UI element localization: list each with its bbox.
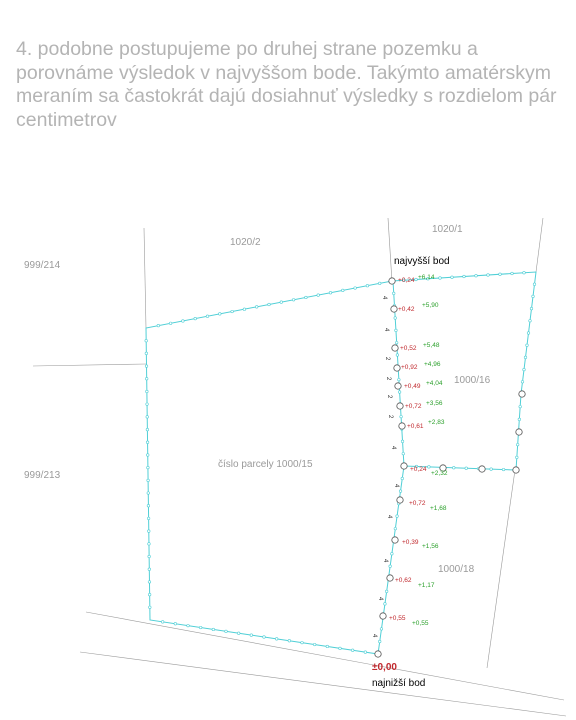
boundary-tick [394, 317, 397, 320]
boundary-tick [354, 287, 357, 290]
level-value-red: +0,61 [407, 423, 424, 430]
parcel-label-1020-1: 1020/1 [432, 224, 463, 235]
level-value-green: +4,96 [424, 361, 441, 368]
level-value-green: +5,48 [423, 342, 440, 349]
boundary-line [144, 228, 146, 328]
boundary-tick [475, 274, 478, 277]
survey-point [389, 278, 395, 284]
level-value-green: +4,04 [426, 380, 443, 387]
boundary-tick [380, 628, 383, 631]
boundary-tick [147, 479, 150, 482]
survey-point [394, 365, 400, 371]
boundary-tick [529, 320, 532, 323]
boundary-tick [351, 649, 354, 652]
boundary-tick [187, 624, 190, 627]
boundary-tick [364, 651, 367, 654]
boundary-tick [378, 640, 381, 643]
boundary-tick [147, 492, 150, 495]
segment-length: 4 [382, 559, 388, 563]
boundary-tick [398, 378, 401, 381]
boundary-tick [521, 381, 524, 384]
boundary-tick [147, 530, 150, 533]
boundary-line [536, 218, 543, 272]
level-value-green: +3,56 [426, 400, 443, 407]
segment-length: 4 [393, 484, 399, 488]
boundary-tick [147, 466, 150, 469]
boundary-tick [146, 416, 149, 419]
boundary-tick [243, 308, 246, 311]
survey-point [392, 345, 398, 351]
boundary-tick [225, 630, 228, 633]
boundary-tick [342, 289, 345, 292]
survey-point [401, 463, 407, 469]
highest-point-label: najvyšší bod [394, 256, 450, 267]
boundary-tick [395, 341, 398, 344]
boundary-tick [146, 390, 149, 393]
boundary-tick [329, 291, 332, 294]
east-plot-outline [392, 272, 536, 470]
boundary-tick [366, 284, 369, 287]
boundary-tick [439, 277, 442, 280]
level-value-red: +0,52 [400, 345, 417, 352]
level-value-green: +6,14 [418, 274, 435, 281]
survey-point [513, 467, 519, 473]
boundary-tick [511, 272, 514, 275]
boundary-tick [263, 636, 266, 639]
boundary-tick [145, 339, 148, 342]
boundary-tick [392, 292, 395, 295]
boundary-tick [146, 441, 149, 444]
boundary-tick [385, 590, 388, 593]
boundary-tick [157, 324, 160, 327]
survey-point [375, 651, 381, 657]
boundary-tick [526, 344, 529, 347]
segment-length: 2 [386, 395, 392, 399]
segment-length: 4 [371, 634, 377, 638]
boundary-tick [212, 628, 215, 631]
parcel-label-999-214: 999/214 [24, 260, 61, 271]
level-value-red: +0,92 [401, 364, 418, 371]
boundary-tick [146, 403, 149, 406]
parcel-label-1000-18: 1000/18 [438, 564, 475, 575]
boundary-tick [519, 405, 522, 408]
boundary-tick [275, 638, 278, 641]
level-value-red: +0,24 [410, 466, 427, 473]
boundary-tick [378, 282, 381, 285]
segment-length: 4 [381, 296, 387, 300]
boundary-line [33, 364, 146, 366]
survey-point [391, 306, 397, 312]
boundary-tick [148, 593, 151, 596]
segment-length: 2 [384, 357, 390, 361]
boundary-tick [317, 294, 320, 297]
level-value-green: +0,55 [412, 620, 429, 627]
parcel-label-999-213: 999/213 [24, 470, 61, 481]
boundary-line [388, 218, 392, 282]
boundary-tick [250, 634, 253, 637]
boundary-tick [399, 490, 402, 493]
boundary-tick [146, 428, 149, 431]
boundary-tick [465, 467, 468, 470]
boundary-line [80, 652, 566, 716]
boundary-tick [148, 543, 151, 546]
boundary-tick [174, 622, 177, 625]
boundary-tick [530, 307, 533, 310]
boundary-tick [148, 555, 151, 558]
boundary-tick [402, 452, 405, 455]
segment-length: 2 [385, 377, 391, 381]
boundary-tick [194, 317, 197, 320]
segment-length: 4 [377, 597, 383, 601]
survey-point [479, 466, 485, 472]
level-value-red: +0,62 [395, 577, 412, 584]
boundary-tick [527, 332, 530, 335]
boundary-tick [301, 641, 304, 644]
boundary-tick [148, 568, 151, 571]
boundary-tick [401, 477, 404, 480]
level-value-green: +2,32 [431, 470, 448, 477]
survey-point [519, 391, 525, 397]
boundary-tick [145, 352, 148, 355]
boundary-tick [237, 632, 240, 635]
boundary-tick [518, 418, 521, 421]
boundary-tick [396, 515, 399, 518]
boundary-tick [231, 310, 234, 313]
boundary-tick [339, 647, 342, 650]
boundary-tick [389, 565, 392, 568]
survey-point [397, 403, 403, 409]
boundary-tick [268, 303, 271, 306]
boundary-tick [400, 415, 403, 418]
boundary-tick [147, 517, 150, 520]
level-value-red: +0,24 [398, 277, 415, 284]
boundary-tick [523, 271, 526, 274]
segment-length: 4 [386, 515, 392, 519]
boundary-ticks [145, 271, 536, 653]
boundary-tick [452, 466, 455, 469]
boundary-tick [523, 368, 526, 371]
boundary-line [86, 612, 564, 700]
boundary-tick [147, 504, 150, 507]
boundary-tick [396, 354, 399, 357]
parcel-label-1000-16: 1000/16 [454, 375, 491, 386]
boundary-tick [149, 606, 152, 609]
lowest-point-value: ±0,00 [372, 662, 397, 673]
level-value-red: +0,39 [402, 539, 419, 546]
boundary-tick [145, 377, 148, 380]
level-value-red: +0,55 [389, 615, 406, 622]
segment-length: 2 [387, 415, 393, 419]
survey-point [399, 423, 405, 429]
boundary-tick [516, 443, 519, 446]
boundary-tick [524, 356, 527, 359]
boundary-tick [463, 275, 466, 278]
survey-point [516, 429, 522, 435]
boundary-tick [199, 626, 202, 629]
survey-point [380, 613, 386, 619]
boundary-tick [292, 299, 295, 302]
segment-length: 4 [383, 328, 389, 332]
level-value-red: +0,72 [405, 403, 422, 410]
boundary-tick [487, 274, 490, 277]
boundary-tick [398, 391, 401, 394]
lowest-point-label: najnižší bod [372, 678, 426, 689]
level-value-green: +1,56 [422, 543, 439, 550]
boundary-tick [288, 639, 291, 642]
boundary-line [487, 470, 515, 668]
boundary-tick [145, 365, 148, 368]
boundary-tick [532, 295, 535, 298]
parcel-label-1000-15: číslo parcely 1000/15 [218, 459, 313, 470]
boundary-tick [161, 621, 164, 624]
parcel-label-1020-2: 1020/2 [230, 237, 261, 248]
boundary-tick [428, 466, 431, 469]
boundary-tick [146, 454, 149, 457]
boundary-tick [313, 643, 316, 646]
boundary-tick [305, 296, 308, 299]
boundary-tick [280, 301, 283, 304]
boundary-tick [490, 468, 493, 471]
boundary-tick [384, 603, 387, 606]
segment-length: 4 [390, 446, 396, 450]
intro-text: 4. podobne postupujeme po druhej strane pozemku a porovnáme výsledok v najvyššom bode. Takýmto amatérskym meraním sa častokrát dajú dosiahnuť výsledky s rozdielom pár centimetrov [16, 38, 557, 131]
level-value-green: +2,83 [428, 419, 445, 426]
boundary-tick [451, 276, 454, 279]
level-value-green: +5,90 [422, 302, 439, 309]
boundary-tick [255, 306, 258, 309]
level-value-red: +0,49 [404, 383, 421, 390]
boundary-tick [206, 315, 209, 318]
boundary-tick [394, 527, 397, 530]
boundary-tick [169, 322, 172, 325]
boundary-tick [401, 440, 404, 443]
boundary-tick [391, 552, 394, 555]
boundary-tick [415, 278, 418, 281]
boundary-tick [516, 456, 519, 459]
level-value-red: +0,72 [409, 500, 426, 507]
survey-point [387, 575, 393, 581]
level-value-green: +1,68 [430, 505, 447, 512]
boundary-tick [395, 329, 398, 332]
boundary-tick [502, 468, 505, 471]
boundary-tick [219, 313, 222, 316]
boundary-tick [148, 581, 151, 584]
survey-point [392, 537, 398, 543]
boundary-tick [499, 273, 502, 276]
level-value-green: +1,17 [418, 582, 435, 589]
survey-point [395, 383, 401, 389]
surveyed-boundary [146, 272, 536, 654]
level-value-red: +0,42 [398, 306, 415, 313]
boundary-tick [326, 645, 329, 648]
boundary-tick [182, 320, 185, 323]
survey-point [397, 497, 403, 503]
boundary-tick [533, 283, 536, 286]
